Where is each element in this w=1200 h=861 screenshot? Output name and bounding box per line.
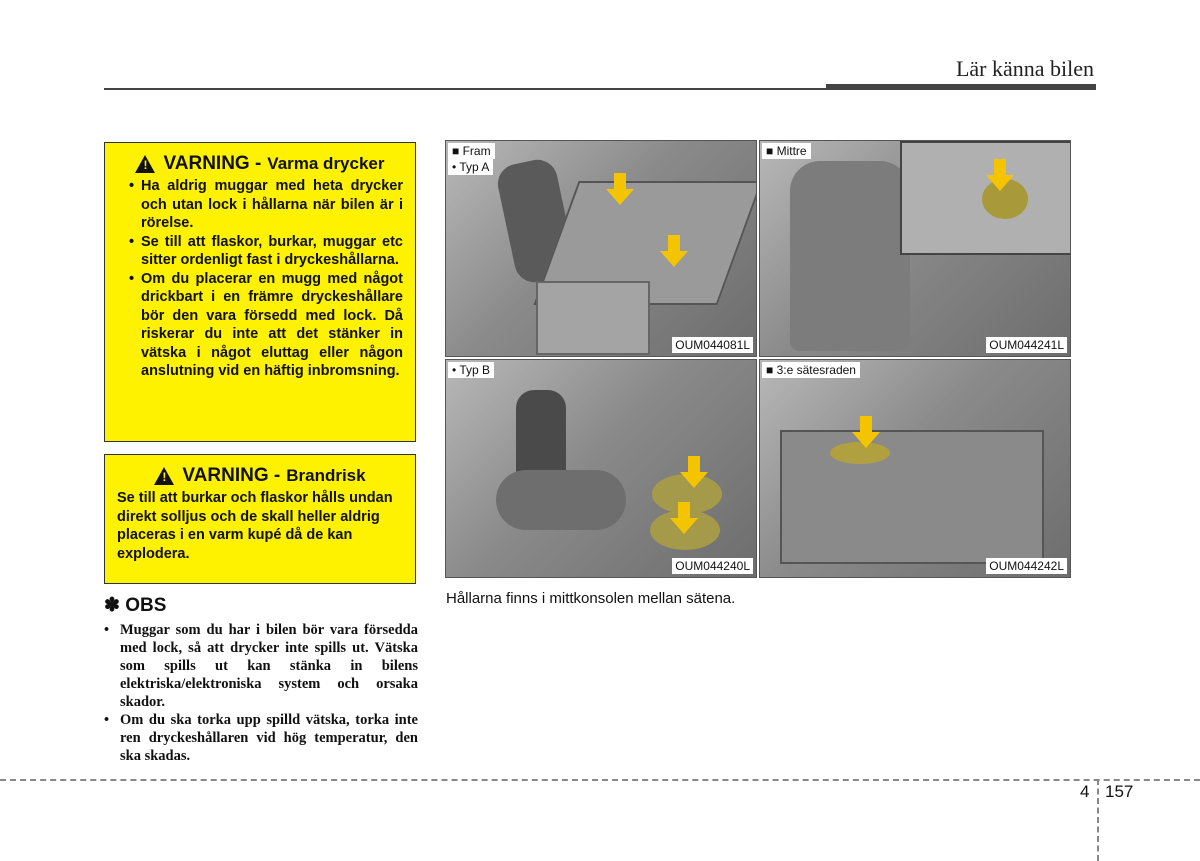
warning-item: • Se till att flaskor, burkar, muggar etc sitter ordenligt fast i dryckeshållarna. bbox=[129, 233, 403, 270]
photo-code: OUM044081L bbox=[672, 337, 753, 353]
page-header-title: Lär känna bilen bbox=[955, 56, 1094, 81]
obs-title: ✽ OBS bbox=[104, 595, 167, 616]
photo-caption: Hållarna finns i mittkonsolen mellan sätena. bbox=[446, 590, 736, 607]
photo-tag: ■ 3:e sätesraden bbox=[762, 362, 860, 378]
arrow-down-icon bbox=[606, 189, 634, 205]
arrow-down-icon bbox=[852, 432, 880, 448]
chapter-number: 4 bbox=[1080, 782, 1090, 801]
warning-subtitle: Varma drycker bbox=[267, 154, 385, 173]
arrow-down-icon bbox=[680, 472, 708, 488]
photo-code: OUM044241L bbox=[986, 337, 1067, 353]
obs-note bbox=[104, 594, 418, 765]
header-rule-accent bbox=[826, 84, 1096, 90]
side-panel-illustration bbox=[780, 430, 1044, 564]
warning-box-hot-drinks bbox=[104, 142, 416, 442]
photo-tag: ■ Fram bbox=[448, 143, 495, 159]
seat-back-illustration bbox=[790, 161, 910, 351]
warning-list bbox=[117, 177, 403, 381]
warning-label: VARNING - bbox=[182, 465, 281, 486]
page-number: 157 bbox=[1105, 782, 1134, 801]
header-rule bbox=[104, 88, 826, 90]
footer-divider bbox=[1097, 779, 1099, 861]
warning-label: VARNING - bbox=[163, 153, 262, 174]
obs-item: • Muggar som du har i bilen bör vara försedda med lock, så att drycker inte spills ut. Vätska som spills ut kan stänka in bilens elektriska/elektroniska system och orsaka skador. bbox=[104, 621, 418, 711]
shifter-boot-illustration bbox=[496, 470, 626, 530]
warning-icon bbox=[154, 467, 174, 485]
photo-third-row bbox=[759, 359, 1071, 578]
warning-icon bbox=[135, 155, 155, 173]
arrow-down-icon bbox=[670, 518, 698, 534]
photo-code: OUM044240L bbox=[672, 558, 753, 574]
warning-subtitle: Brandrisk bbox=[286, 466, 366, 485]
photo-front-type-b bbox=[445, 359, 757, 578]
console-buttons-illustration bbox=[536, 281, 650, 355]
warning-item: • Om du placerar en mugg med något drickbart i en främre dryckeshållare bör den vara försedd med lock. Då riskerar du inte att det stänker in vätska i något eluttag eller någon anslutning vid en häftig inbromsning. bbox=[129, 270, 403, 381]
photo-tag: ■ Mittre bbox=[762, 143, 811, 159]
arrow-down-icon bbox=[660, 251, 688, 267]
warning-title bbox=[117, 153, 403, 175]
photo-tag: • Typ B bbox=[448, 362, 494, 378]
warning-box-fire-risk bbox=[104, 454, 416, 584]
warning-body: Se till att burkar och flaskor hålls undan direkt solljus och de skall heller aldrig placeras i en varm kupé då de kan explodera. bbox=[117, 490, 393, 562]
arrow-down-icon bbox=[986, 175, 1014, 191]
obs-list bbox=[104, 621, 418, 765]
photo-middle bbox=[759, 140, 1071, 357]
warning-title bbox=[117, 465, 403, 487]
photo-grid bbox=[445, 140, 1071, 578]
footer-rule bbox=[0, 779, 1200, 781]
warning-item: • Ha aldrig muggar med heta drycker och utan lock i hållarna när bilen är i rörelse. bbox=[129, 177, 403, 233]
obs-item: • Om du ska torka upp spilld vätska, torka inte ren dryckeshållaren vid hög temperatur, den ska skadas. bbox=[104, 711, 418, 765]
photo-code: OUM044242L bbox=[986, 558, 1067, 574]
photo-front-type-a bbox=[445, 140, 757, 357]
photo-subtag: • Typ A bbox=[448, 159, 493, 175]
